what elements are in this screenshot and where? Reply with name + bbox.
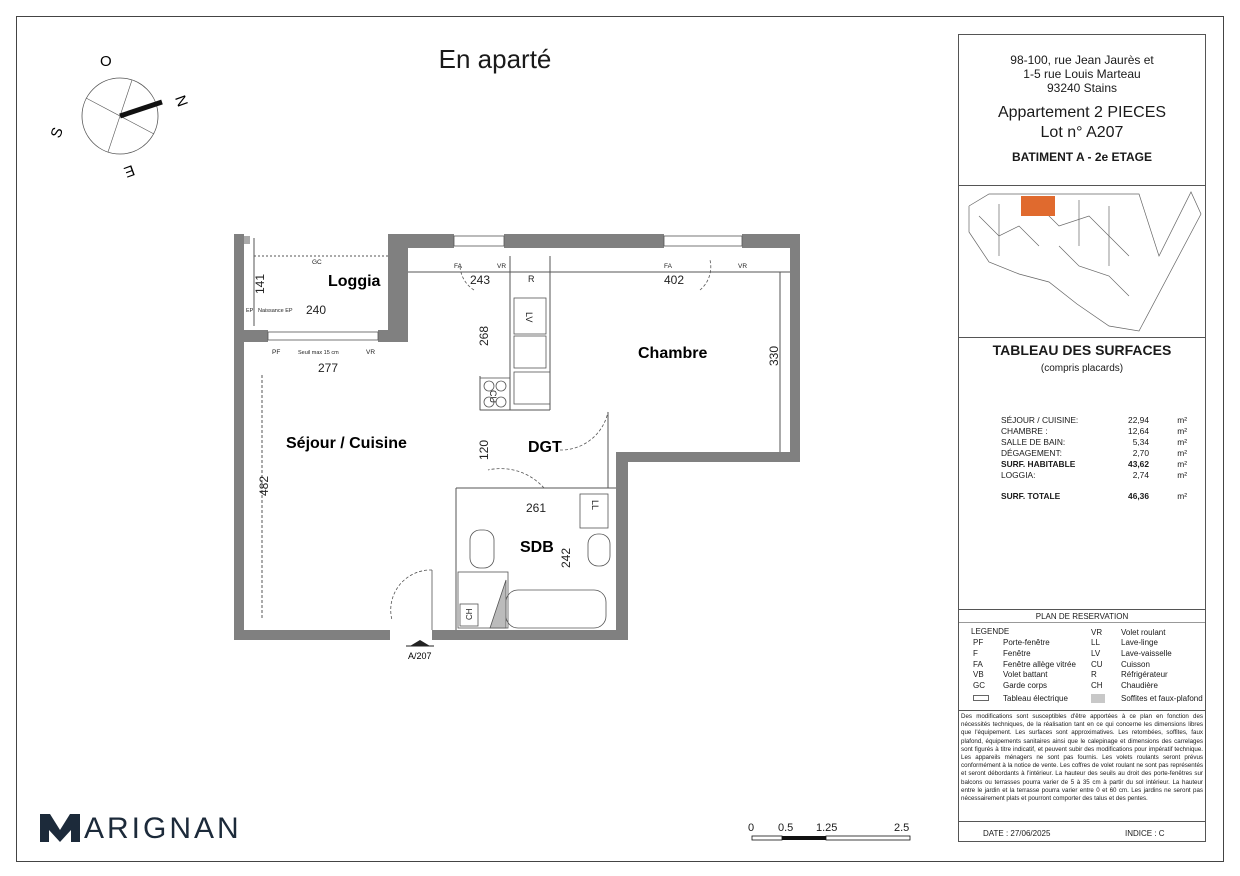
room-labels <box>286 273 707 556</box>
divider <box>959 337 1205 338</box>
dim-chambre-height: 330 <box>767 345 781 366</box>
apartment-type: Appartement 2 PIECES <box>997 104 1167 121</box>
compass-east: E <box>121 161 137 181</box>
surface-row: SÉJOUR / CUISINE: 22,94 m² <box>1001 415 1187 425</box>
code-seuil: Seuil max 15 cm <box>298 350 339 356</box>
surface-row: SALLE DE BAIN: 5,34 m² <box>1001 437 1187 447</box>
disclaimer-text: Des modifications sont susceptibles d'être apportées à ce plan en fonction des nécessités techniques, de la réalisation tant en ce qui concerne les dimensions libres que l'équipement. Les surfaces sont approximatives. Les retombées, soffites, faux plafond, équipements sanitaires ainsi que le calepinage et dimensions des carrelages sont figurés à titre indicatif, et peuvent subir des modifications pour impératif technique. Les appareils ménagers ne sont pas fournis. Les volets roulants seront prévus conformément à la notice de vente. Les coffres de volet roulant ne sont pas représentés et seront débordants à l'intérieur. La hauteur des seuils au droit des porte-fenêtres sur balcons ou terrasses pourra varier de 5 à 35 cm à partir du sol intérieur. La hauteur entre le jardin et la terrasse pourra varier entre 0 et 60 cm. Les jardins ne seront pas nécessairement plats et pourront comporter des talus et des pentes. <box>961 713 1203 803</box>
address-block <box>959 53 1205 95</box>
scale-label-0: 0 <box>748 822 755 834</box>
scale-label-05: 0.5 <box>778 822 794 834</box>
compass-south: S <box>47 125 67 141</box>
address-line: 98-100, rue Jean Jaurès et <box>1010 53 1154 67</box>
code-pf: PF <box>272 349 281 356</box>
partitions <box>254 238 790 630</box>
plan-index: INDICE : C <box>1125 829 1165 838</box>
dimension-labels <box>253 273 781 568</box>
dim-dgt-depth: 120 <box>477 439 491 460</box>
building-floor: BATIMENT A - 2e ETAGE <box>1011 150 1152 164</box>
brand-logo: ARIGNAN <box>84 812 242 845</box>
code-ep: EP <box>246 308 254 314</box>
code-vr-2: VR <box>738 263 748 270</box>
key-plan <box>959 186 1205 336</box>
info-panel: 98-100, rue Jean Jaurès et 1-5 rue Louis Marteau 93240 Stains Appartement 2 PIECES Lot n° A207 BATIMENT A - 2e ETAGE TABLEAU DES SURFACES (compris placards) SÉJOUR / CUISINE: 22,94 m² CHAMBRE : 12,64 m² SALLE DE BAIN: 5,34 m² DÉGAGEMENT: 2,70 m² SURF. HABITABLE 43,62 m² LOGGIA: 2,74 m² SURF. TOTALE 46,36 m² PLAN DE RESERVATION LEGENDE PF Porte-fenêtre F Fenêtre FA Fenêtre allège vitrée VB Volet battant GC Garde corps Tableau électrique VR Volet roulant LL Lave-linge LV Lave-vaisselle CU Cuisson R Réfrigérateur CH Chaudière Soffites et faux-plafond Des modifications sont susceptibles d'être apportées à ce plan en fonction des nécessités techniques, de la réalisation tant en ce qui concerne les dimensions libres que l'équipement. Les surfaces sont approximatives. Les retombées, soffites, faux plafond, équipements sanitaires ainsi que le calepinage et dimensions des carrelages sont figurés à titre indicatif, et peuvent subir des modifications pour impératif technique. Les appareils ménagers ne sont pas fournis. Les volets roulants seront prévus conformément à la notice de vente. Les coffres de volet roulant ne sont pas représentés et seront débordants à l'intérieur. La hauteur des seuils au droit des porte-fenêtres sur balcons ou terrasses pourra varier de 5 à 35 cm à partir du sol intérieur. La hauteur entre le jardin et la terrasse pourra varier entre 0 et 60 cm. Les jardins ne seront pas nécessairement plats et pourront comporter des talus et des pentes. DATE : 27/06/2025 INDICE : C <box>958 34 1206 842</box>
divider <box>959 710 1205 711</box>
address-line: 93240 Stains <box>1046 81 1118 95</box>
divider <box>959 622 1205 623</box>
section-mark <box>406 640 434 661</box>
code-ch: CH <box>465 608 474 620</box>
code-vr-1: VR <box>497 263 507 270</box>
plan-date: DATE : 27/06/2025 <box>983 829 1051 838</box>
code-fa-1: FA <box>454 263 462 270</box>
surfaces-table-title: TABLEAU DES SURFACES <box>992 342 1172 358</box>
dim-sdb-height: 242 <box>559 547 573 568</box>
page-title: En aparté <box>438 44 552 74</box>
dim-sdb-width: 261 <box>526 501 547 515</box>
logo-mark <box>40 814 80 842</box>
scale-bar <box>752 836 910 840</box>
room-loggia: Loggia <box>328 273 381 290</box>
compass-north: N <box>171 93 191 110</box>
legend-title: LEGENDE <box>971 627 1010 636</box>
dim-sejour-height: 482 <box>257 475 271 496</box>
code-r: R <box>528 274 535 284</box>
divider <box>959 609 1205 610</box>
soffites-swatch-icon <box>1091 694 1105 703</box>
code-vr-3: VR <box>366 349 376 356</box>
room-dgt: DGT <box>528 439 562 456</box>
code-gc: GC <box>312 259 322 266</box>
scale-label-25: 2.5 <box>894 822 910 834</box>
code-ll: LL <box>590 500 600 511</box>
apartment-block <box>959 103 1205 143</box>
plan-reservation-label: PLAN DE RESERVATION <box>1035 612 1129 621</box>
code-fa-2: FA <box>664 263 672 270</box>
code-lv: LV <box>524 312 534 323</box>
room-chambre: Chambre <box>638 345 708 362</box>
code-naissance: Naissance EP <box>258 308 293 314</box>
scale-label-125: 1.25 <box>816 822 838 834</box>
compass-west: O <box>100 53 112 70</box>
compass <box>47 53 190 181</box>
surface-row: LOGGIA: 2,74 m² <box>1001 470 1187 480</box>
section-mark-label: A/207 <box>408 651 432 661</box>
lot-number: Lot n° A207 <box>1040 124 1124 141</box>
code-cu: CU <box>488 390 498 403</box>
dim-sejour-door: 277 <box>318 361 339 375</box>
dim-loggia-depth: 141 <box>253 273 267 294</box>
address-line: 1-5 rue Louis Marteau <box>1023 67 1141 81</box>
surface-row: CHAMBRE : 12,64 m² <box>1001 426 1187 436</box>
surface-row-total-habitable: SURF. HABITABLE 43,62 m² <box>1001 459 1187 469</box>
lot-highlight <box>1021 196 1055 216</box>
dim-loggia-width: 240 <box>306 303 327 317</box>
surface-row-total: SURF. TOTALE 46,36 m² <box>1001 491 1187 501</box>
room-sejour: Séjour / Cuisine <box>286 435 407 452</box>
room-sdb: SDB <box>520 539 554 556</box>
electric-panel-icon <box>973 695 989 701</box>
surfaces-table-subtitle: (compris placards) <box>1040 363 1124 374</box>
surface-row: DÉGAGEMENT: 2,70 m² <box>1001 448 1187 458</box>
dim-window-sejour: 243 <box>470 273 491 287</box>
divider <box>959 821 1205 822</box>
dim-window-chambre: 402 <box>664 273 685 287</box>
dim-kitchen-depth: 268 <box>477 325 491 346</box>
